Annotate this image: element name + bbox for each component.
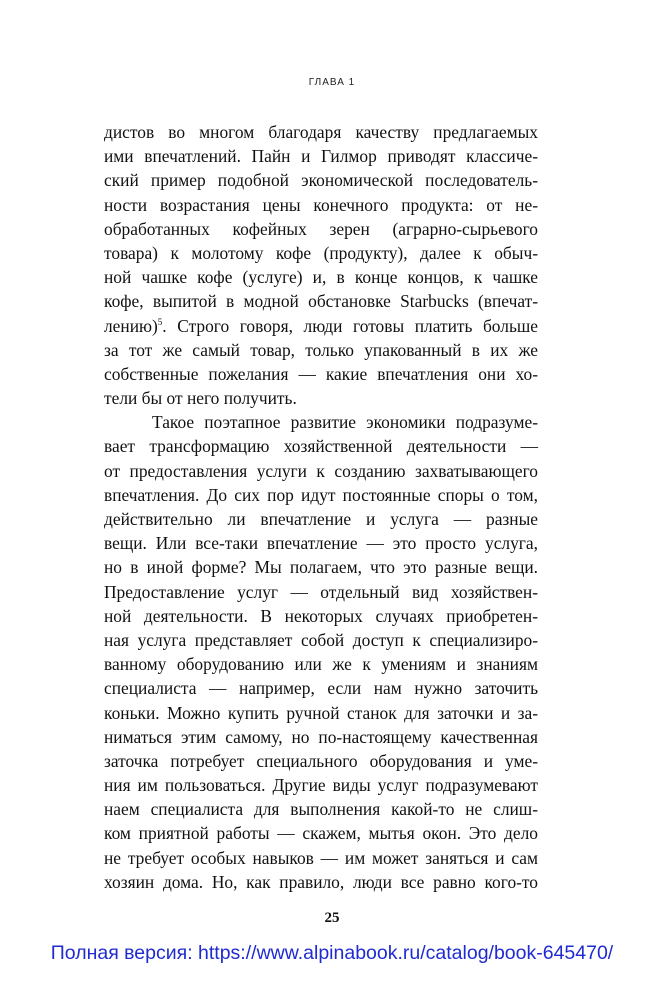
text-line: ности возрастания цены конечного продукта: от не- (104, 194, 538, 215)
full-version-link[interactable]: Полная версия: https://www.alpinabook.ru/catalog/book-645470/ (50, 942, 614, 964)
text-line: но в иной форме? Мы полагаем, что это разные вещи. (104, 557, 538, 578)
text-line: ими впечатлений. Пайн и Гилмор приводят классиче- (104, 146, 538, 167)
text-line: ной деятельности. В некоторых случаях приобретен- (104, 605, 538, 626)
text-line: впечатления. До сих пор идут постоянные споры о том, (104, 484, 538, 505)
page-number: 25 (324, 910, 340, 926)
text-line-with-footnote (104, 314, 538, 338)
text-line: ванному оборудованию или же к умениям и знаниям (104, 654, 538, 675)
text-line: ной чашке кофе (услуге) и, в конце концов, к чашке (104, 267, 538, 288)
text-line: ная услуга представляет собой доступ к специализиро- (104, 629, 538, 650)
body-text (104, 120, 538, 894)
text-line: хозяин дома. Но, как правило, люди все равно кого-то (104, 871, 538, 892)
text-line: тели бы от него получить. (104, 388, 297, 409)
text-line: собственные пожелания — какие впечатления они хо- (104, 363, 538, 384)
text-line: ский пример подобной экономической последователь- (104, 170, 538, 191)
text-line: вещи. Или все-таки впечатление — это просто услуга, (104, 533, 538, 554)
paragraph-first-line: Такое поэтапное развитие экономики подразуме- (152, 412, 538, 433)
text-line: специалиста — например, если нам нужно заточить (104, 678, 538, 699)
text-line: кофе, выпитой в модной обстановке Starbucks (впечат- (104, 291, 538, 312)
text-line: заточка потребует специального оборудования и уме- (104, 750, 538, 771)
running-head: ГЛАВА 1 (308, 77, 356, 88)
text-line: вает трансформацию хозяйственной деятельности — (104, 436, 538, 457)
text-line: за тот же самый товар, только упакованный в их же (104, 339, 538, 360)
text-line: обработанных кофейных зерен (аграрно-сырьевого (104, 218, 538, 239)
text-line: не требует особых навыков — им может заняться и сам (104, 847, 538, 868)
text-fragment: лению) (104, 315, 158, 336)
text-line: ниматься этим самому, но по-настоящему качественная (104, 726, 538, 747)
footnote-marker[interactable]: 5 (157, 316, 163, 327)
text-line: наем специалиста для выполнения какой-то не слиш- (104, 799, 538, 820)
text-line: от предоставления услуги к созданию захватывающего (104, 460, 538, 481)
text-line: ком приятной работы — скажем, мытья окон. Это дело (104, 823, 538, 844)
text-line: действительно ли впечатление и услуга — разные (104, 509, 538, 529)
text-line: Предоставление услуг — отдельный вид хозяйствен- (104, 581, 538, 602)
text-line: коньки. Можно купить ручной станок для заточки и за- (104, 702, 538, 723)
text-line: товара) к молотому кофе (продукту), далее к обыч- (104, 242, 538, 263)
text-fragment: . Строго говоря, люди готовы платить больше (162, 315, 538, 336)
text-line: дистов во многом благодаря качеству предлагаемых (104, 122, 538, 142)
text-line: ния им пользоваться. Другие виды услуг подразумевают (104, 775, 538, 796)
